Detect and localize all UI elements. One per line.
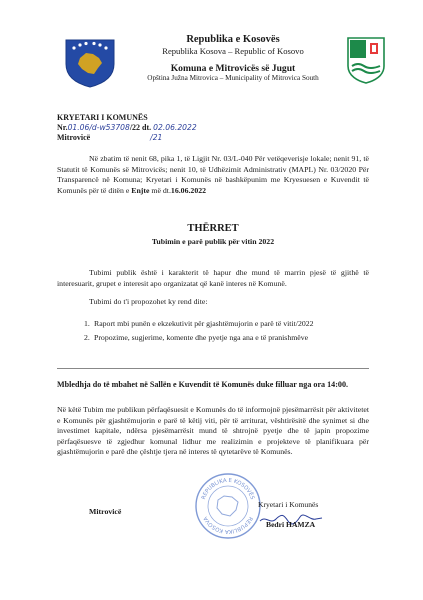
purpose-paragraph: Tubimi publik është i karakterit të hapur dhe mund të marrin pjesë të gjithë të interesuarit, grupet e interesit apo organizatat që kanë interes në Komunë.: [57, 268, 369, 288]
agenda-item-text: Propozime, sugjerime, komente dhe pyetje nga ana e të pranishmëve: [94, 333, 309, 342]
seal-text-lower: REPUBLIKA KOSOVA: [202, 515, 254, 535]
kosovo-coat-of-arms-icon: [62, 36, 118, 88]
intro-day: Enjte: [131, 185, 150, 195]
reference-number-suffix: /22 dt.: [129, 123, 152, 132]
document-header: [120, 34, 346, 83]
svg-text:REPUBLIKA E KOSOVËS: [201, 478, 255, 501]
meeting-notice: Mbledhja do të mbahet në Sallën e Kuvendit të Komunës duke filluar nga ora 14:00.: [57, 380, 349, 389]
signer-name: Bedri HAMZA: [266, 520, 316, 529]
reference-number-label: Nr.: [57, 123, 68, 132]
footer-city: Mitrovicë: [89, 507, 122, 516]
closing-paragraph: Në këtë Tubim me publikun përfaqësuesit e Komunës do të informojnë pjesëmarrësit për aktivitetet e Komunës për gjashtëmujorin e parë të këtij viti, për të arriturat, vështirësitë dhe synimet si dhe investimet kapitale, ndërsa pjesëmarrësit mund të shtrojnë pyetje dhe të japin propozime përfaqësuesve të zgjedhur komunal lidhur me realizimin e projekteve të planifikuara për gjashtëmujorin e parë dhe çështje tjera në interes të qytetarëve të Komunës.: [57, 405, 369, 457]
signer-title: Kryetari i Komunës: [258, 500, 319, 509]
agenda-item: [84, 333, 374, 343]
municipality-logo-icon: [346, 36, 386, 84]
seal-text-upper: REPUBLIKA E KOSOVËS: [200, 477, 256, 501]
intro-date-prefix: më dt.: [149, 185, 171, 195]
agenda-item: [84, 319, 374, 329]
agenda-item-number: 1.: [84, 319, 90, 328]
reference-date-handwritten: 02.06.2022: [153, 123, 197, 132]
document-subtitle: Tubimin e parë publik për vitin 2022: [151, 237, 275, 246]
reference-city: Mitrovicë: [57, 133, 91, 142]
svg-text:REPUBLIKA KOSOVA: [203, 515, 254, 534]
country-name: Republika e Kosovës: [186, 34, 280, 45]
municipality-translations: Opština Južna Mitrovica – Municipality of Mitrovica South: [147, 74, 319, 82]
reference-city-handwritten: /21: [150, 133, 163, 142]
municipality-name: Komuna e Mitrovicës së Jugut: [170, 63, 296, 74]
document-title: THËRRET: [187, 223, 239, 234]
official-seal-icon: [192, 470, 264, 542]
intro-paragraph: [57, 154, 369, 196]
divider: [57, 368, 369, 369]
agenda-item-number: 2.: [84, 333, 90, 342]
agenda-intro: Tubimi do t'i propozohet ky rend dite:: [89, 297, 208, 306]
intro-text: Në zbatim të nenit 68, pika 1, të Ligjit Nr. 03/L-040 Për vetëqeverisje lokale; nenit 91, të Statutit të Komunës së Mitrovicës; nenit 10, të Udhëzimit Administrativ (MAPL) Nr. 03/2020 Për Transparencë në Komuna; Kryetari i Komunës në bashkëpunim me Kryesuesen e Kuvendit të Komunës për të ditën e: [57, 154, 369, 195]
agenda-item-text: Raport mbi punën e ekzekutivit për gjashtëmujorin e parë të vitit/2022: [94, 319, 314, 328]
agenda-list: [84, 319, 374, 347]
reference-number-handwritten: 01.06/d-w53708: [67, 123, 130, 132]
intro-date: 16.06.2022: [170, 185, 207, 195]
office-label: KRYETARI I KOMUNËS: [57, 113, 148, 122]
reference-block: [57, 113, 197, 143]
country-translations: Republika Kosova – Republic of Kosovo: [162, 46, 304, 56]
